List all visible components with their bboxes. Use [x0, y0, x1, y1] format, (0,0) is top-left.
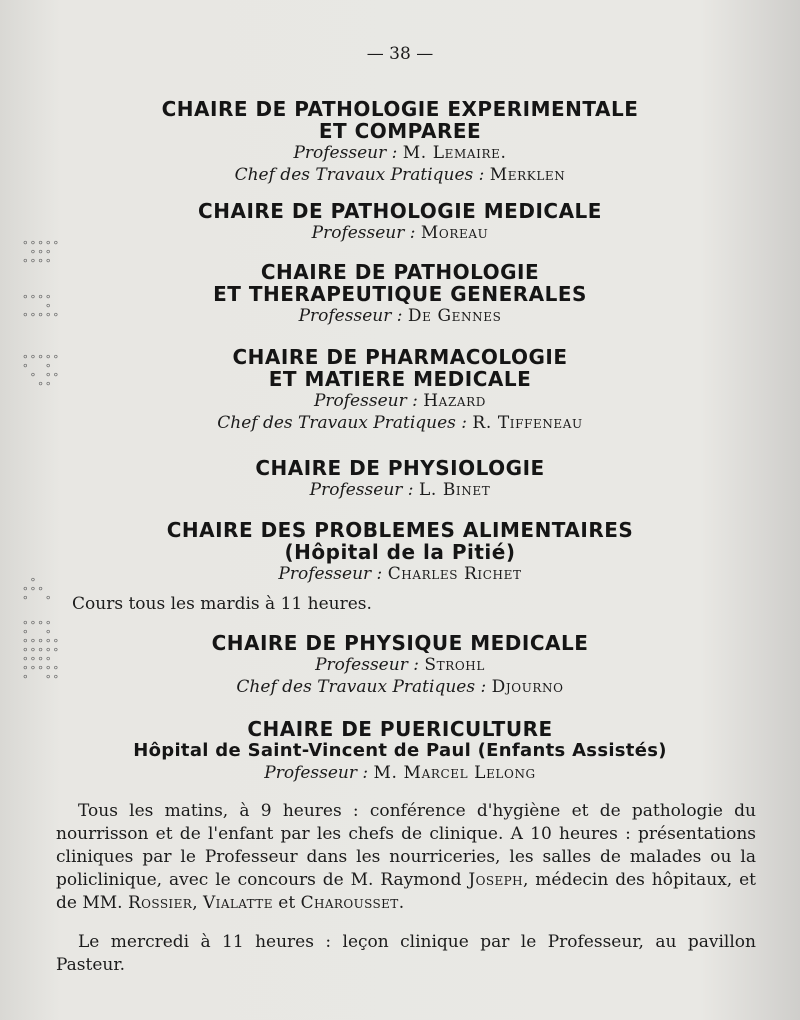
lecon-clinique-paragraph: Le mercredi à 11 heures : leçon clinique par le Professeur, au pavillon Pasteur.	[56, 932, 756, 975]
chair-pathologie-medicale	[0, 200, 800, 244]
person-name: Rossier	[127, 893, 193, 913]
paragraph-text: , médecin des hôpitaux, et de MM.	[56, 870, 756, 913]
professeur-name: L. Binet	[418, 480, 491, 500]
chair-title-line: CHAIRE DE PUERICULTURE	[247, 717, 553, 741]
chair-pathologie-therapeutique	[0, 261, 800, 327]
person-name: Vialatte	[203, 893, 273, 913]
chair-title-line: CHAIRE DE PHYSIOLOGIE	[255, 456, 545, 480]
person-name: Joseph	[468, 870, 523, 890]
perforation-mark: ∘∘∘∘ ∘ ∘∘∘∘∘	[22, 290, 61, 321]
professeur-label: Professeur :	[293, 143, 398, 163]
chef-name: Merklen	[489, 165, 566, 185]
professeur-name: De Gennes	[407, 306, 502, 326]
professeur-label: Professeur :	[298, 306, 403, 326]
chef-line	[0, 164, 800, 186]
perforation-mark: ∘∘∘∘ ∘ ∘ ∘∘∘∘∘ ∘∘∘∘∘ ∘∘∘∘ ∘∘∘∘∘ ∘ ∘∘	[22, 616, 61, 683]
chair-title-line: ET COMPAREE	[318, 119, 482, 143]
professeur-name: M. Lemaire.	[402, 143, 507, 163]
perforation-mark: ∘ ∘∘∘ ∘ ∘	[22, 573, 53, 604]
chef-line	[0, 412, 800, 434]
professeur-line	[0, 479, 800, 501]
professeur-label: Professeur :	[278, 564, 383, 584]
chair-puericulture	[0, 718, 800, 784]
chair-title-line: (Hôpital de la Pitié)	[284, 540, 516, 564]
chef-name: Djourno	[491, 677, 564, 697]
paragraph-text: .	[398, 893, 405, 913]
professeur-name: Moreau	[420, 223, 489, 243]
perforation-mark: ∘∘∘∘∘ ∘ ∘ ∘ ∘∘ ∘∘	[22, 350, 61, 390]
professeur-line	[0, 762, 800, 784]
paragraph-text: ,	[192, 893, 203, 913]
professeur-line	[0, 305, 800, 327]
professeur-line	[0, 142, 800, 164]
professeur-name: Strohl	[424, 655, 485, 675]
professeur-label: Professeur :	[315, 655, 419, 675]
chef-label: Chef des Travaux Pratiques :	[236, 677, 487, 697]
chair-title-line: CHAIRE DE PHYSIQUE MEDICALE	[211, 631, 589, 655]
puericulture-schedule-paragraph	[56, 800, 756, 915]
chair-pharmacologie	[0, 346, 800, 434]
chef-label: Chef des Travaux Pratiques :	[234, 165, 485, 185]
professeur-name: M. Marcel Lelong	[373, 763, 536, 783]
chef-name: R. Tiffeneau	[472, 413, 583, 433]
chair-pathologie-experimentale	[0, 98, 800, 186]
professeur-label: Professeur :	[313, 391, 418, 411]
chair-physiologie	[0, 457, 800, 501]
professeur-line	[0, 390, 800, 412]
professeur-label: Professeur :	[264, 763, 369, 783]
chair-title-line: Hôpital de Saint-Vincent de Paul (Enfants Assistés)	[133, 740, 667, 761]
person-name: Charousset	[300, 893, 399, 913]
professeur-label: Professeur :	[311, 223, 416, 243]
professeur-line	[0, 654, 800, 676]
professeur-name: Charles Richet	[387, 564, 522, 584]
chair-title-line: CHAIRE DES PROBLEMES ALIMENTAIRES	[166, 518, 634, 542]
paragraph-text: Tous les matins, à 9 heures : conférence d'hygiène et de pathologie du nourrisson et de l'enfant par les chefs de clinique. A 10 heures : présentations cliniques par le Professeur dans les nourriceries, les salles de malades ou la policlinique, avec le concours de M. Raymond	[56, 801, 756, 890]
chair-title-line: CHAIRE DE PATHOLOGIE MEDICALE	[198, 199, 602, 223]
chair-title-line: ET THERAPEUTIQUE GENERALES	[213, 282, 587, 306]
professeur-label: Professeur :	[309, 480, 414, 500]
professeur-line	[0, 563, 800, 585]
chair-problemes-alimentaires	[0, 519, 800, 585]
chair-title-line: CHAIRE DE PATHOLOGIE	[260, 260, 540, 284]
professeur-line	[0, 222, 800, 244]
chef-line	[0, 676, 800, 698]
chair-title-line: ET MATIERE MEDICALE	[268, 367, 532, 391]
chair-title-line: CHAIRE DE PATHOLOGIE EXPERIMENTALE	[161, 97, 639, 121]
chef-label: Chef des Travaux Pratiques :	[217, 413, 468, 433]
paragraph-text: et	[272, 893, 301, 913]
chair-title-line: CHAIRE DE PHARMACOLOGIE	[232, 345, 568, 369]
chair-physique-medicale	[0, 632, 800, 698]
perforation-mark: ∘∘∘∘∘ ∘∘∘ ∘∘∘∘	[22, 236, 61, 267]
page-number: — 38 —	[366, 44, 434, 64]
cours-note: Cours tous les mardis à 11 heures.	[72, 594, 372, 614]
professeur-name: Hazard	[423, 391, 487, 411]
